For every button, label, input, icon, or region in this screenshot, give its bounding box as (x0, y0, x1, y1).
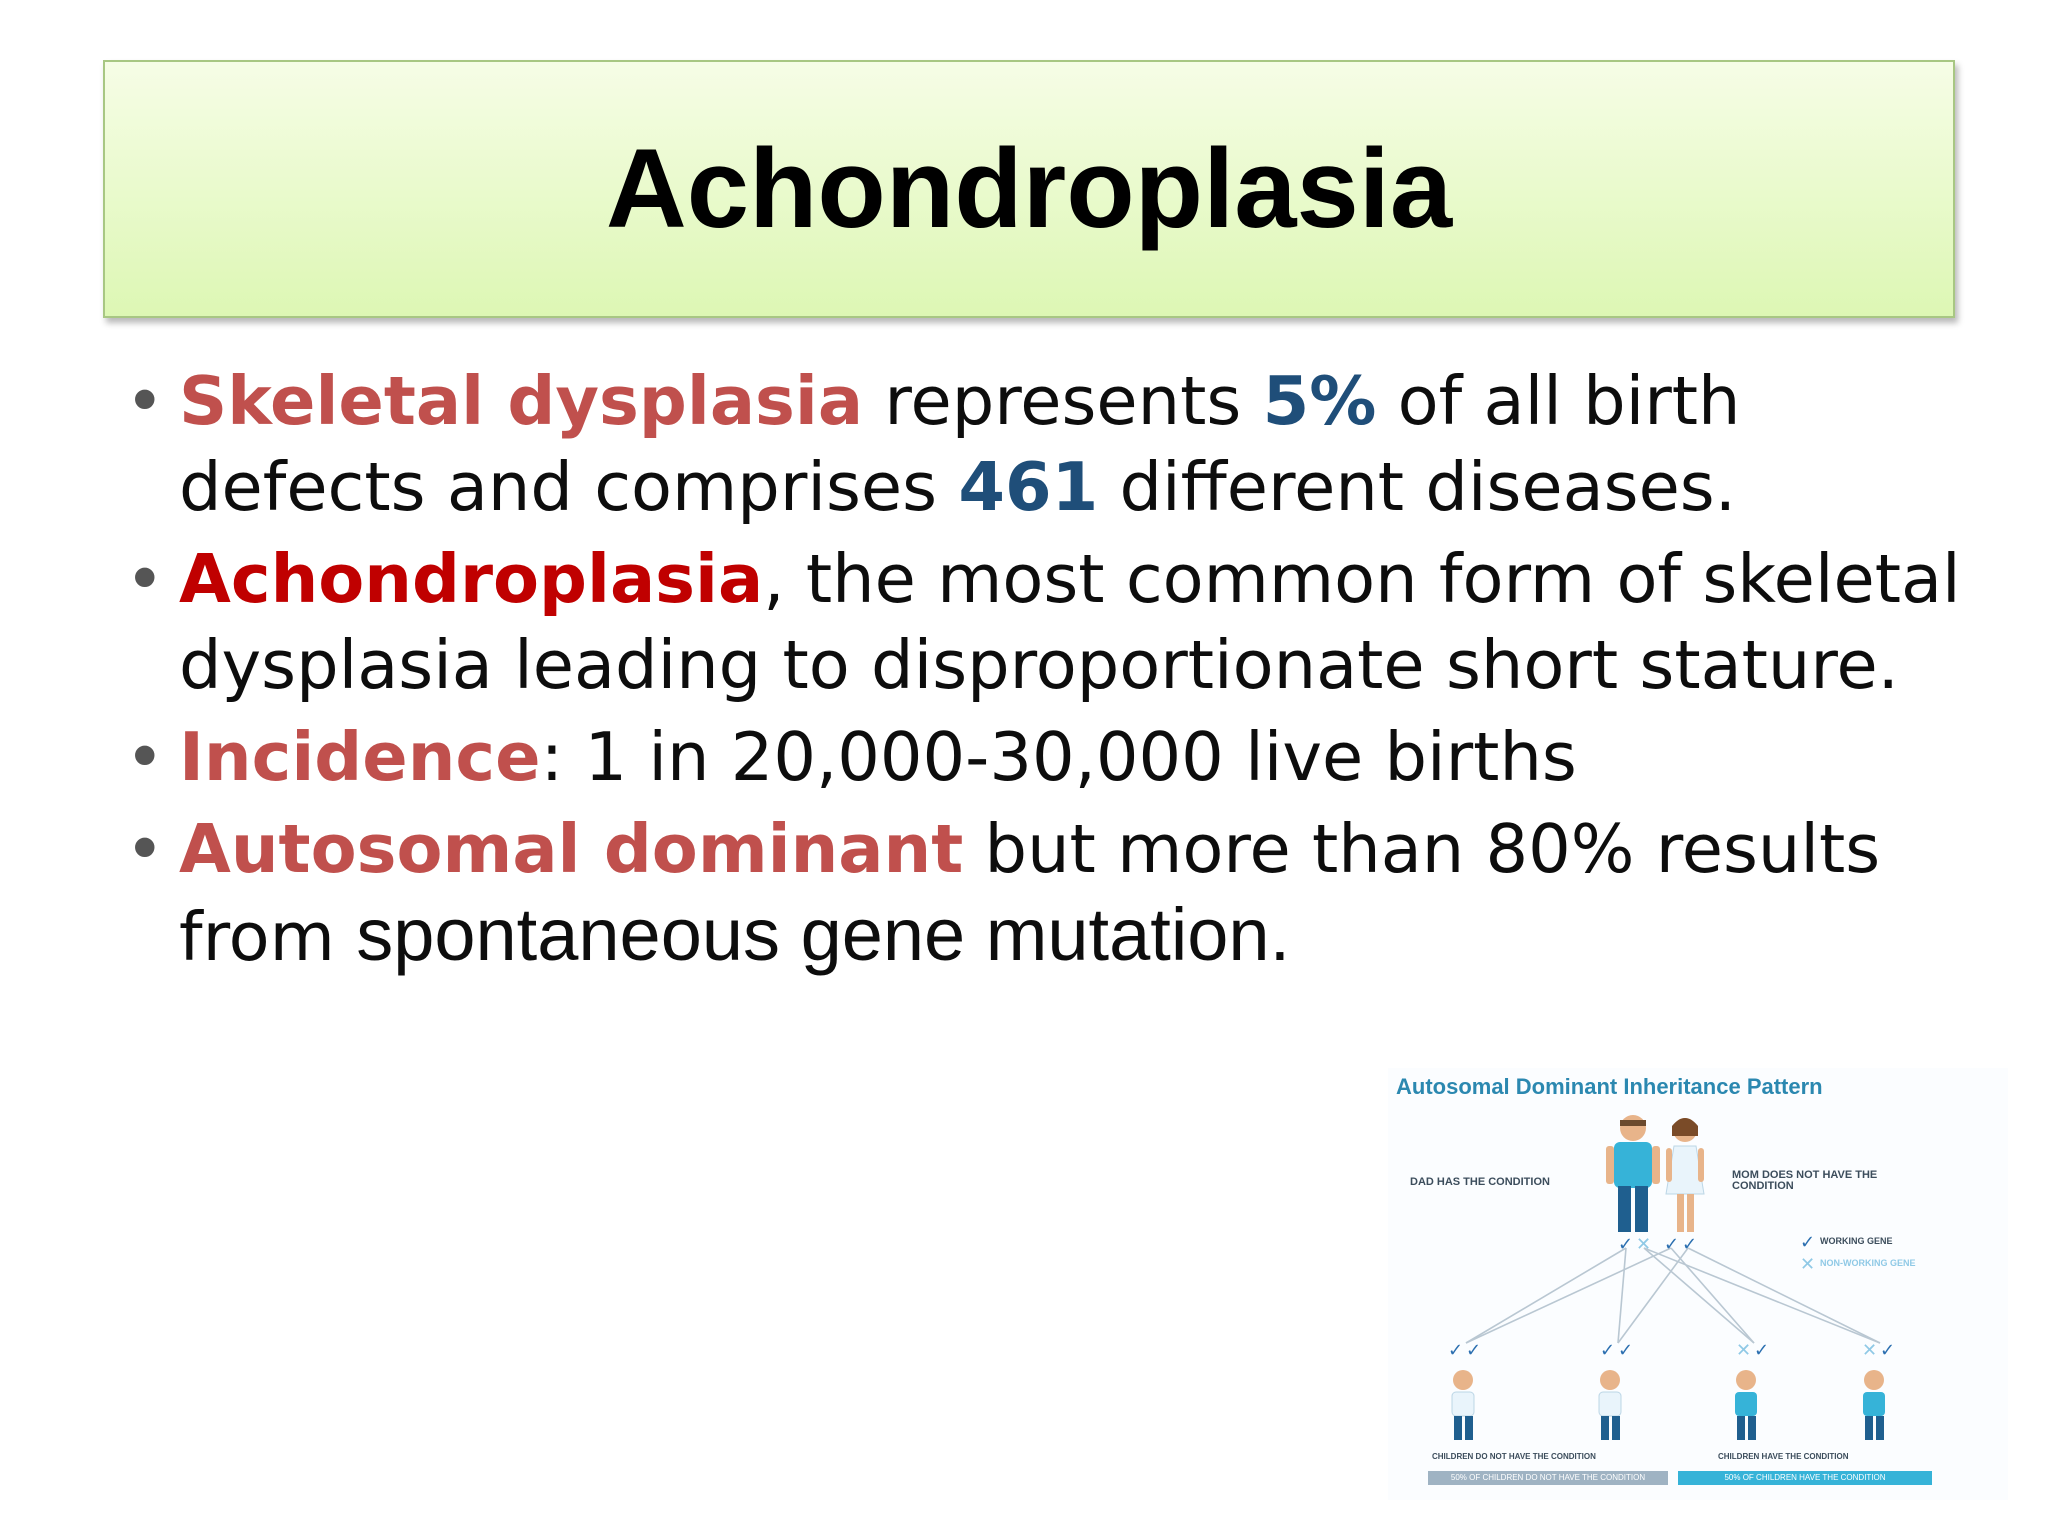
bullet-list (125, 358, 1985, 986)
bullet-text: spontaneous gene mutation. (356, 893, 1291, 976)
bullet-text: of all birth defects and comprises (179, 362, 1741, 526)
check-icon: ✓ (1880, 1340, 1896, 1361)
child-figure-1 (1452, 1370, 1474, 1440)
left-percentage-bar: 50% OF CHILDREN DO NOT HAVE THE CONDITION (1428, 1471, 1668, 1485)
legend-nonworking-label: NON-WORKING GENE (1820, 1258, 1916, 1268)
children-no-condition-label: CHILDREN DO NOT HAVE THE CONDITION (1432, 1452, 1596, 1461)
bullet-item (125, 714, 1985, 800)
bullet-text: but more than 80% results from (179, 810, 1881, 976)
bullet-lead: Achondroplasia (179, 540, 764, 618)
highlight-value: 461 (958, 448, 1099, 526)
bullet-icon: • (125, 718, 165, 796)
check-icon: ✓ (1682, 1234, 1698, 1255)
slide-title: Achondroplasia (605, 126, 1453, 251)
child-genes (1448, 1340, 1895, 1361)
bullet-icon: • (125, 540, 165, 618)
parent-genes (1618, 1234, 1697, 1255)
dad-figure (1606, 1115, 1660, 1232)
dad-label: DAD HAS THE CONDITION (1410, 1176, 1550, 1188)
bullet-text: represents (863, 362, 1263, 440)
title-banner (103, 60, 1955, 318)
bullet-item (125, 358, 1985, 530)
right-percentage-bar: 50% OF CHILDREN HAVE THE CONDITION (1678, 1471, 1932, 1485)
mom-label: MOM DOES NOT HAVE THE CONDITION (1732, 1169, 1878, 1192)
legend-icons (1800, 1232, 1815, 1275)
bullet-text: different diseases. (1098, 448, 1737, 526)
child-figure-3 (1735, 1370, 1757, 1440)
bullet-item (125, 536, 1985, 708)
bullet-text: , the most common form of skeletal dysplasia leading to disproportionate short stature. (179, 540, 1961, 704)
x-icon: ✕ (1636, 1234, 1652, 1255)
x-icon: ✕ (1736, 1340, 1752, 1361)
x-icon: ✕ (1862, 1340, 1878, 1361)
check-icon: ✓ (1466, 1340, 1482, 1361)
children-condition-label: CHILDREN HAVE THE CONDITION (1718, 1452, 1849, 1461)
x-icon: ✕ (1800, 1254, 1816, 1275)
check-icon: ✓ (1664, 1234, 1680, 1255)
diagram-title: Autosomal Dominant Inheritance Pattern (1396, 1074, 1823, 1099)
mom-figure (1666, 1118, 1704, 1232)
child-figure-2 (1599, 1370, 1621, 1440)
bullet-lead: Skeletal dysplasia (179, 362, 864, 440)
inheritance-graphic (1388, 1068, 2008, 1500)
child-figure-4 (1863, 1370, 1885, 1440)
connection-lines (1466, 1248, 1880, 1343)
bullet-lead: Autosomal dominant (179, 810, 964, 888)
check-icon: ✓ (1618, 1234, 1634, 1255)
bullet-item (125, 806, 1985, 980)
check-icon: ✓ (1448, 1340, 1464, 1361)
bullet-icon: • (125, 810, 165, 888)
inheritance-diagram (1388, 1068, 2008, 1500)
check-icon: ✓ (1600, 1340, 1616, 1361)
bullet-text: : 1 in 20,000-30,000 live births (540, 718, 1577, 796)
bullet-icon: • (125, 362, 165, 440)
check-icon: ✓ (1754, 1340, 1770, 1361)
highlight-value: 5% (1262, 362, 1377, 440)
check-icon: ✓ (1618, 1340, 1634, 1361)
check-icon: ✓ (1800, 1232, 1816, 1253)
legend-working-label: WORKING GENE (1820, 1236, 1893, 1246)
bullet-lead: Incidence (179, 718, 541, 796)
